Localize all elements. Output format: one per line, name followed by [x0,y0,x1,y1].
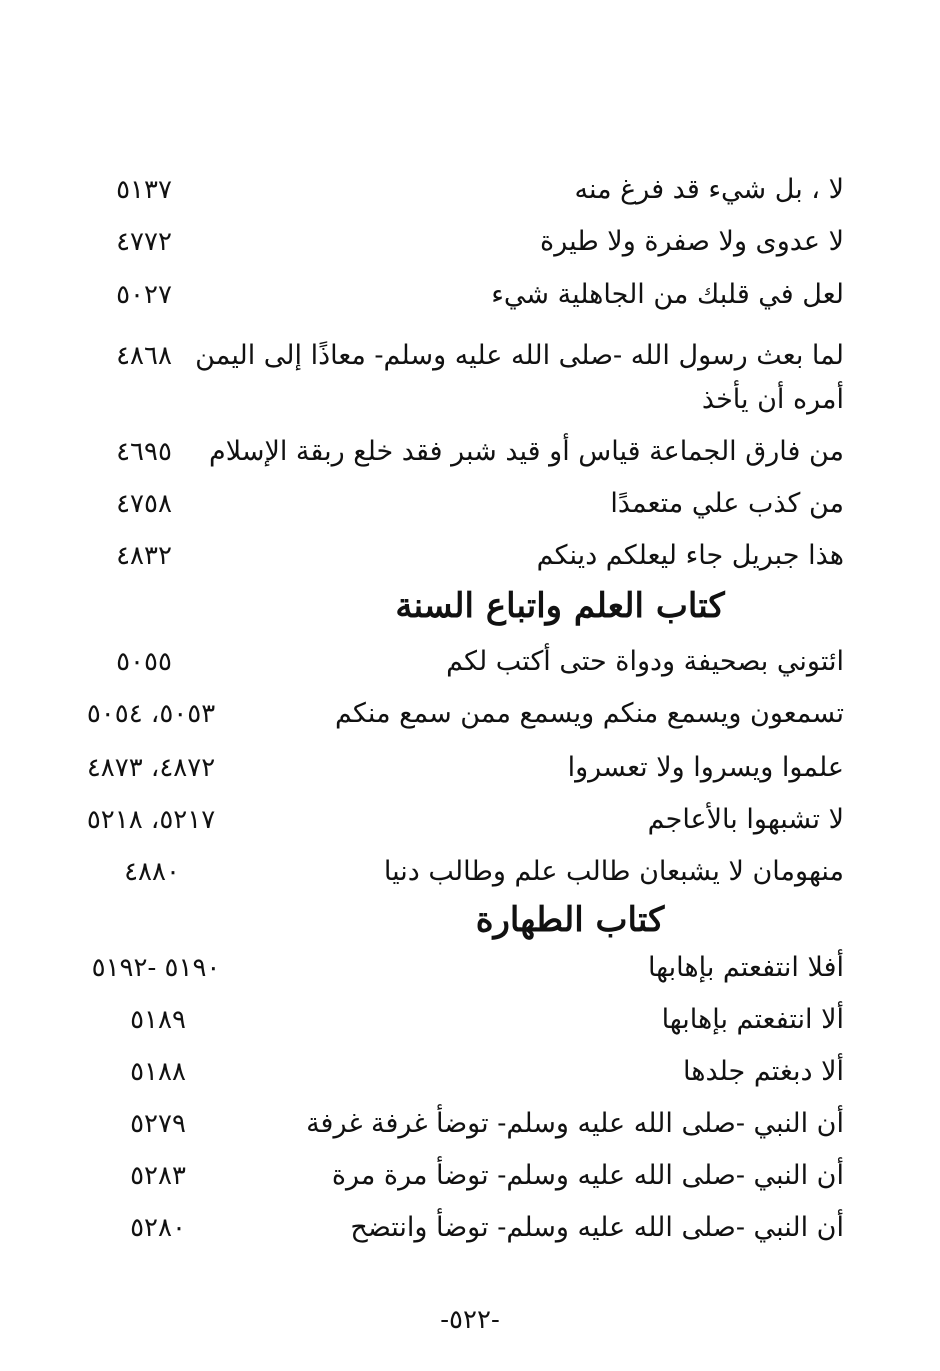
entry-ref: ٥١٨٨ [130,1057,186,1087]
entry-ref: ٥٢١٧، ٥٢١٨ [86,805,216,835]
entry-ref: ٥٠٥٥ [116,647,172,677]
entry-text: من كذب علي متعمدًا [610,488,844,519]
entry-ref: ٤٨٨٠ [124,857,180,887]
entry-text: لا تشبهوا بالأعاجم [647,804,844,835]
entry-text: أن النبي -صلى الله عليه وسلم- توضأ مرة مرة [331,1160,844,1191]
index-entry [0,948,940,998]
index-entry [0,1156,940,1206]
entry-ref: ٥٠٢٧ [116,280,172,310]
entry-ref: ٤٨٣٢ [116,541,172,571]
index-entry [0,222,940,272]
entry-ref: ٤٦٩٥ [116,437,172,467]
index-entry [0,484,940,534]
entry-ref: ٥١٣٧ [116,175,172,205]
index-entry [0,1052,940,1102]
entry-ref: ٤٧٥٨ [116,489,172,519]
entry-text: هذا جبريل جاء ليعلكم دينكم [536,540,844,571]
index-entry [0,694,940,744]
index-entry [0,1000,940,1050]
index-entry [0,170,940,220]
entry-text: أن النبي -صلى الله عليه وسلم- توضأ غرفة غرفة [306,1108,844,1139]
index-entry [0,536,940,586]
entry-ref: ٥١٩٠ -٥١٩٢ [91,953,221,983]
entry-ref: ٤٨٧٢، ٤٨٧٣ [86,753,216,783]
entry-ref: ٥٢٨٠ [130,1213,186,1243]
entry-ref: ٥١٨٩ [130,1005,186,1035]
index-entry [0,275,940,325]
index-entry [0,748,940,798]
index-entry [0,1104,940,1154]
entry-text: لما بعث رسول الله -صلى الله عليه وسلم- معاذًا إلى اليمن [195,340,844,371]
entry-text: تسمعون ويسمع منكم ويسمع ممن سمع منكم [335,698,844,729]
index-entry [0,328,940,428]
entry-text: أفلا انتفعتم بإهابها [647,952,844,983]
index-entry [0,432,940,482]
entry-ref: ٤٧٧٢ [116,227,172,257]
entry-text: علموا ويسروا ولا تعسروا [567,752,844,783]
entry-ref: ٥٢٨٣ [130,1161,186,1191]
page-number: -٥٢٢- [440,1305,500,1335]
entry-ref: ٥٠٥٣، ٥٠٥٤ [86,699,216,729]
index-entry [0,1208,940,1258]
entry-ref: ٤٨٦٨ [116,341,172,371]
entry-text: منهومان لا يشبعان طالب علم وطالب دنيا [383,856,844,887]
entry-text: ائتوني بصحيفة ودواة حتى أكتب لكم [446,646,844,677]
entry-text: لا ، بل شيء قد فرغ منه [574,174,844,205]
entry-text: أن النبي -صلى الله عليه وسلم- توضأ وانتضح [350,1212,844,1243]
index-entry [0,800,940,850]
entry-text-continued: أمره أن يأخذ [701,384,844,415]
index-entry [0,642,940,692]
entry-text: من فارق الجماعة قياس أو قيد شبر فقد خلع ربقة الإسلام [209,436,844,467]
entry-text: لعل في قلبك من الجاهلية شيء [491,279,844,310]
entry-ref: ٥٢٧٩ [130,1109,186,1139]
section-heading-tahara: كتاب الطهارة [475,900,665,940]
entry-text: ألا دبغتم جلدها [682,1056,844,1087]
index-entry [0,852,940,902]
section-heading-ilm: كتاب العلم واتباع السنة [395,586,725,626]
entry-text: ألا انتفعتم بإهابها [661,1004,844,1035]
entry-text: لا عدوى ولا صفرة ولا طيرة [540,226,844,257]
